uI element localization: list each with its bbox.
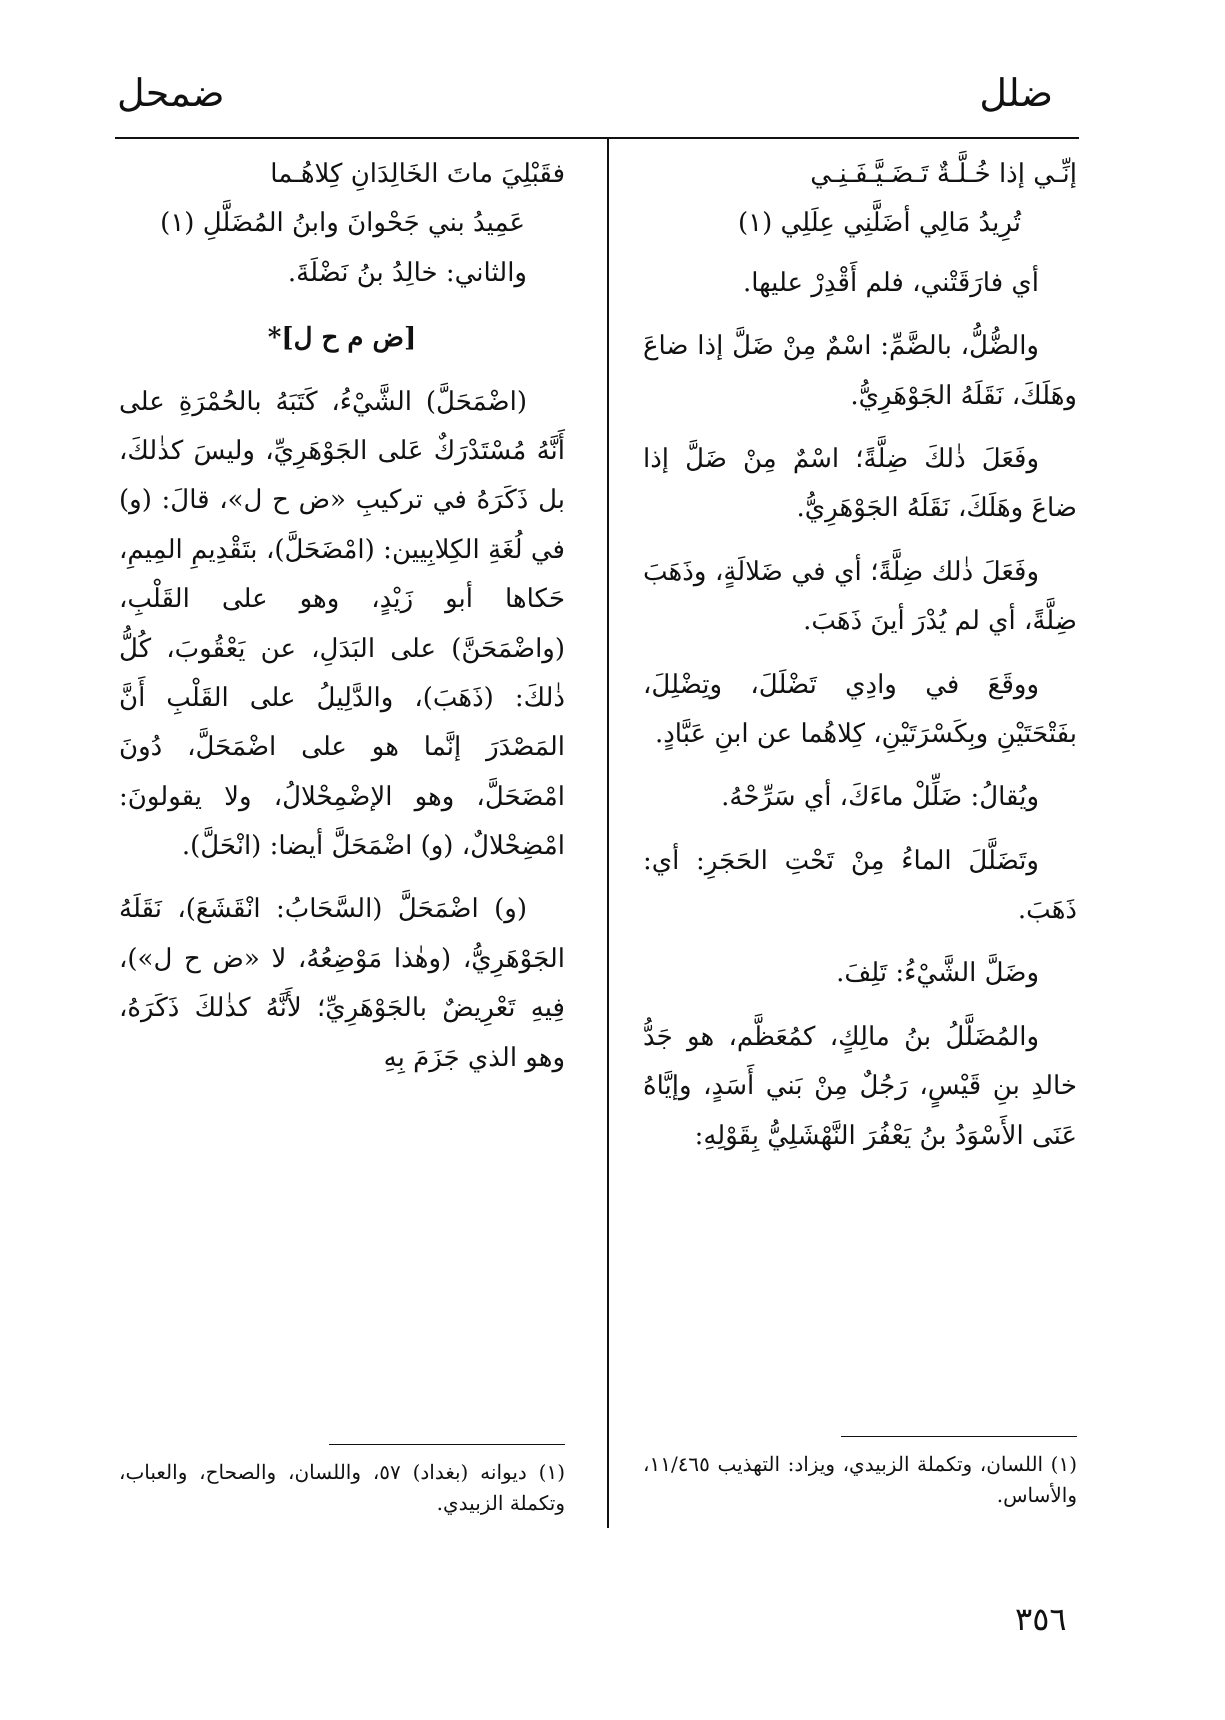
header-rule bbox=[115, 137, 1079, 139]
paragraph: (و) اضْمَحَلَّ (السَّحَابُ: انْقَشَعَ)، نَقَلَهُ الجَوْهَرِيُّ، (وهٰذا مَوْضِعُهُ، لا «ض ح ل»)، فِيهِ تَعْرِيضٌ بالجَوْهَرِيِّ؛ لأَنَّهُ كذٰلكَ ذَكَرَهُ، وهو الذي جَزَمَ بِهِ bbox=[119, 894, 565, 1073]
paragraph: وفَعَلَ ذٰلكَ ضِلَّةً؛ اسْمٌ مِنْ ضَلَّ إذا ضاعَ وهَلَكَ، نَقَلَهُ الجَوْهَرِيُّ. bbox=[643, 443, 1077, 524]
right-column bbox=[643, 150, 1077, 1175]
paragraph: وفَعَلَ ذٰلك ضِلَّةً؛ أي في ضَلالَةٍ، وذَهَبَ ضِلَّةً، أي لم يُدْرَ أينَ ذَهَبَ. bbox=[643, 556, 1077, 637]
column-divider bbox=[607, 138, 609, 1528]
footnote-right: (١) اللسان، وتكملة الزبيدي، ويزاد: التهذيب ١١/٤٦٥، والأساس. bbox=[643, 1452, 1077, 1507]
header-left-word: ضمحل bbox=[117, 71, 225, 115]
paragraph: أي فارَقَتْني، فلم أَقْدِرْ عليها. bbox=[742, 267, 1039, 298]
verse-line: تُرِيدُ مَالِي أضَلَّنِي عِلَلِي (١) bbox=[737, 208, 1021, 239]
header-right-word: ضلل bbox=[979, 71, 1053, 115]
verse-line: فقَبْلِيَ ماتَ الخَالِدَانِ كِلاهُـما bbox=[270, 159, 565, 189]
paragraph: (اضْمَحَلَّ) الشَّيْءُ، كَتَبَهُ بالحُمْرَةِ على أَنَّهُ مُسْتَدْرَكٌ عَلى الجَوْهَرِيِّ، وليسَ كذٰلكَ، بل ذَكَرَهُ في تركيبِ «ض ح ل»، قالَ: (و) في لُغَةِ الكِلابِيين: (امْضَحَلَّ)، بتَقْدِيمِ المِيمِ، حَكاها أبو زَيْدٍ، وهو على القَلْبِ، (واضْمَحَنَّ) على البَدَلِ، عن يَعْقُوبَ، كُلُّ ذٰلكَ: (ذَهَبَ)، والدَّلِيلُ على القَلْبِ أَنَّ المَصْدَرَ إنَّما هو على اضْمَحَلَّ، دُونَ امْضَحَلَّ، وهو الإضْمِحْلالُ، ولا يقولونَ: امْضِحْلالٌ، (و) اضْمَحَلَّ أيضا: (انْحَلَّ). bbox=[119, 386, 565, 862]
paragraph: وضَلَّ الشَّيْءُ: تَلِفَ. bbox=[836, 958, 1039, 989]
footnote-left: (١) ديوانه (بغداد) ٥٧، واللسان، والصحاح، والعباب، وتكملة الزبيدي. bbox=[119, 1460, 565, 1515]
verse-line: إنِّـي إذا خُـلَّـةٌ تَـضَـيَّـفَـنِـي bbox=[810, 159, 1077, 189]
paragraph: والمُضَلَّلُ بنُ مالِكٍ، كمُعَظَّم، هو جَدُّ خالدِ بنِ قَيْسٍ، رَجُلٌ مِنْ بَني أَسَدٍ، وإيَّاهُ عَنَى الأَسْوَدُ بنُ يَعْفُرَ النَّهْشَلِيُّ بِقَوْلِهِ: bbox=[643, 1021, 1077, 1151]
footnote-rule bbox=[841, 1436, 1077, 1437]
paragraph: وتَضَلَّلَ الماءُ مِنْ تَحْتِ الحَجَرِ: أي: ذَهَبَ. bbox=[643, 845, 1077, 926]
verse-line: عَمِيدُ بني جَحْوانَ وابنُ المُضَلَّلِ (١) bbox=[160, 208, 525, 239]
paragraph: والثاني: خالِدُ بنُ نَضْلَةَ. bbox=[287, 257, 527, 288]
paragraph: ويُقالُ: ضَلِّلْ ماءَكَ، أي سَرِّحْهُ. bbox=[721, 782, 1039, 813]
footnote-rule bbox=[329, 1444, 565, 1445]
paragraph: ووقَعَ في وادِي تَضْلَلَ، وتِضْلِلَ، بفَتْحَتَيْنِ وبِكَسْرَتَيْنِ، كِلاهُما عن ابنِ عَبَّادٍ. bbox=[643, 669, 1077, 749]
paragraph: والضُّلُّ، بالضَّمِّ: اسْمٌ مِنْ ضَلَّ إذا ضاعَ وهَلَكَ، نَقَلَهُ الجَوْهَرِيُّ. bbox=[643, 331, 1077, 411]
page-number: ٣٥٦ bbox=[1015, 1600, 1067, 1638]
section-heading: [ض م ح ل]* bbox=[267, 323, 417, 354]
left-column bbox=[119, 150, 565, 1097]
